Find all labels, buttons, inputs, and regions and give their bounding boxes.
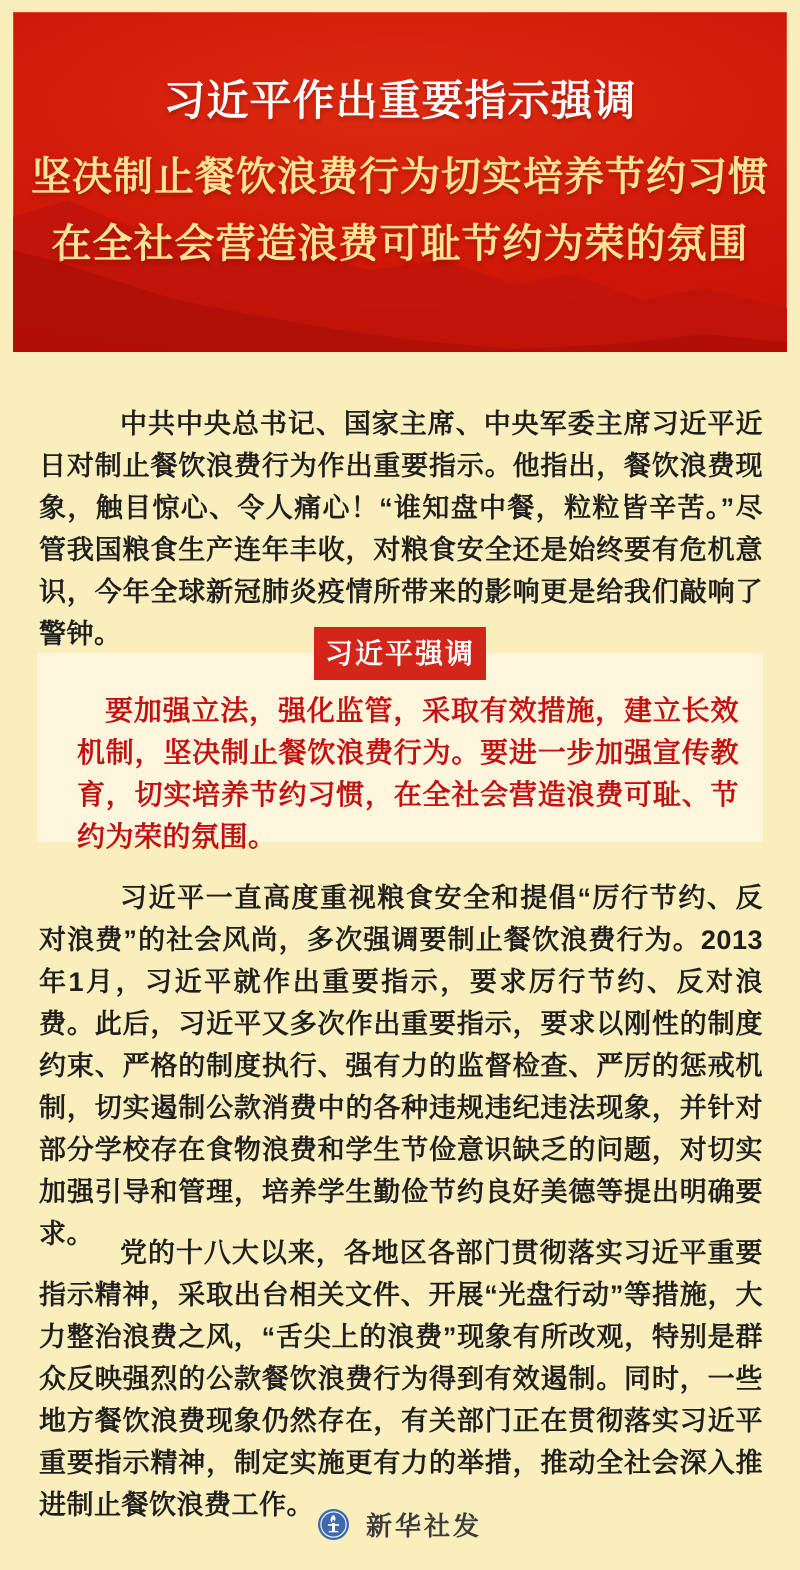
article-paragraph-2: 习近平一直高度重视粮食安全和提倡“厉行节约、反对浪费”的社会风尚，多次强调要制止餐饮浪费行为。2013年1月，习近平就作出重要指示，要求厉行节约、反对浪费。此后，习近平又多次作出重要指示，要求以刚性的制度约束、严格的制度执行、强有力的监督检查、严厉的惩戒机制，切实遏制公款消费中的各种违规违纪违法现象，并针对部分学校存在食物浪费和学生节俭意识缺乏的问题，对切实加强引导和管理，培养学生勤俭节约良好美德等提出明确要求。 bbox=[39, 883, 763, 1249]
article-paragraph-3: 党的十八大以来，各地区各部门贯彻落实习近平重要指示精神，采取出台相关文件、开展“光盘行动”等措施，大力整治浪费之风，“舌尖上的浪费”现象有所改观，特别是群众反映强烈的公款餐饮浪费行为得到有效遏制。同时，一些地方餐饮浪费现象仍然存在，有关部门正在贯彻落实习近平重要指示精神，制定实施更有力的举措，推动全社会深入推进制止餐饮浪费工作。 bbox=[39, 1238, 763, 1520]
highlight-quote-box bbox=[37, 653, 763, 852]
footer-credit bbox=[0, 1506, 800, 1543]
banner-title-line3: 在全社会营造浪费可耻节约为荣的氛围 bbox=[51, 222, 749, 266]
highlight-quote-text: 要加强立法，强化监管，采取有效措施，建立长效机制，坚决制止餐饮浪费行为。要进一步加强宣传教育，切实培养节约习惯，在全社会营造浪费可耻、节约为荣的氛围。 bbox=[77, 695, 739, 852]
header-banner bbox=[13, 12, 787, 352]
banner-titles bbox=[13, 12, 787, 271]
banner-title-line2: 坚决制止餐饮浪费行为切实培养节约习惯 bbox=[31, 155, 769, 199]
xinhua-logo-icon bbox=[318, 1509, 349, 1540]
banner-title-line1: 习近平作出重要指示强调 bbox=[163, 77, 637, 124]
xi-emphasized-badge: 习近平强调 bbox=[314, 627, 486, 680]
article-paragraph-1: 中共中央总书记、国家主席、中央军委主席习近平近日对制止餐饮浪费行为作出重要指示。他指出，餐饮浪费现象，触目惊心、令人痛心！“谁知盘中餐，粒粒皆辛苦。”尽管我国粮食生产连年丰收，对粮食安全还是始终要有危机意识，今年全球新冠肺炎疫情所带来的影响更是给我们敲响了警钟。 bbox=[39, 409, 763, 649]
footer-credit-text: 新华社发 bbox=[365, 1511, 482, 1541]
